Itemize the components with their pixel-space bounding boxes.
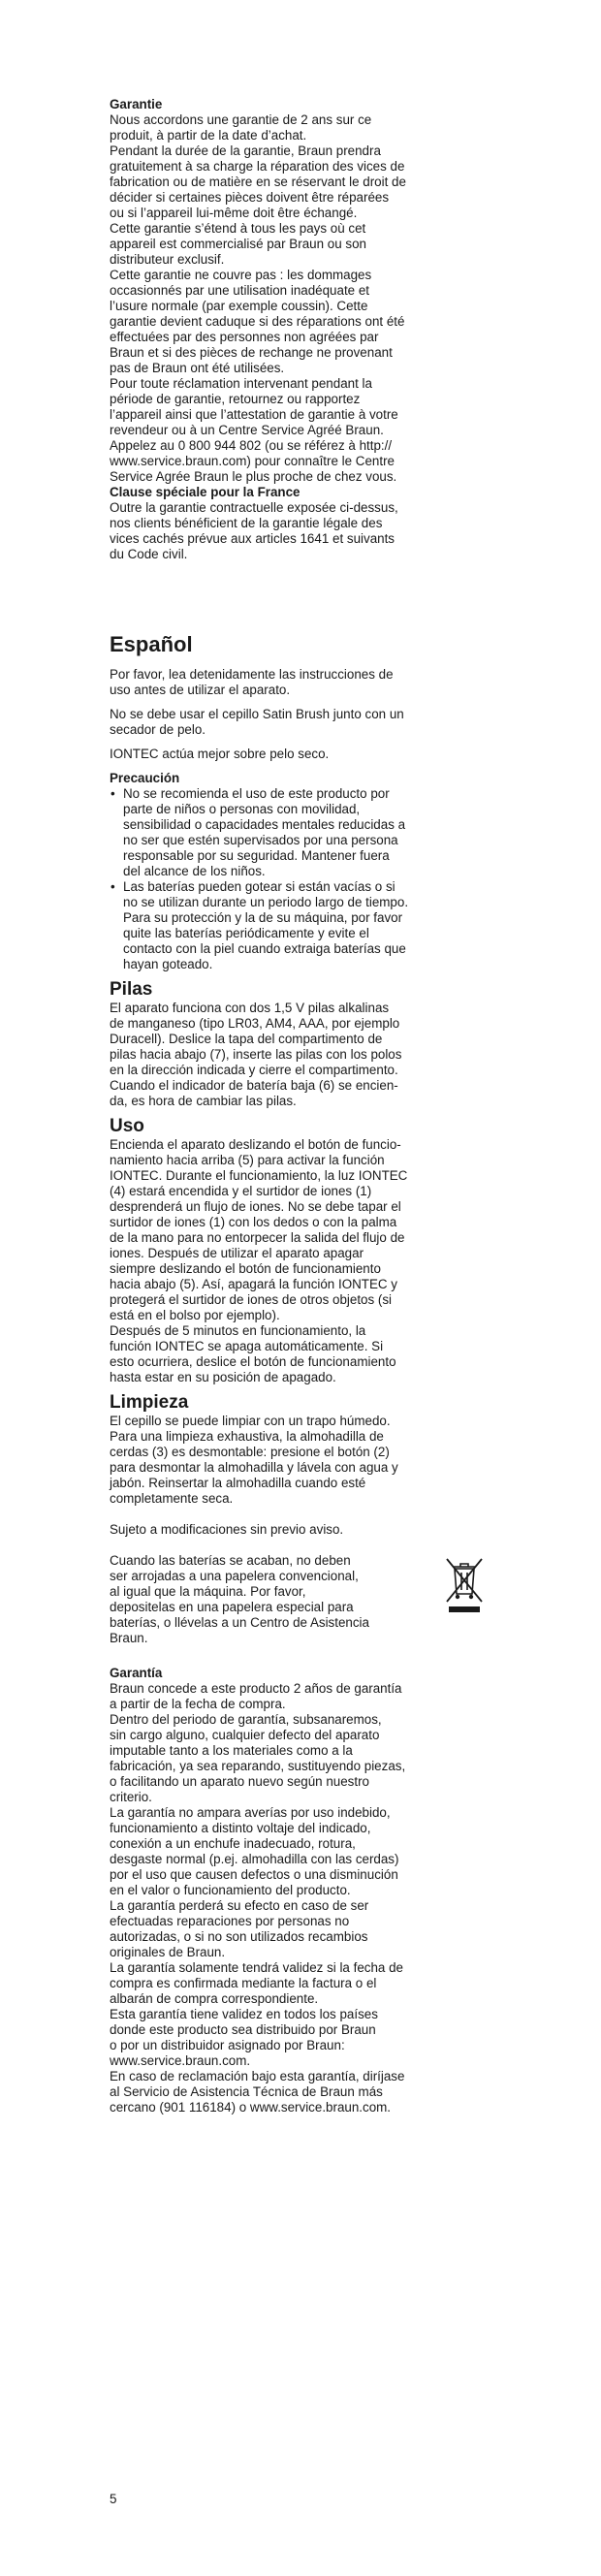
text-line: www.service.braun.com.	[110, 2053, 251, 2068]
text-line: en la dirección indicada y cierre el compartimento.	[110, 1063, 398, 1077]
es-limpieza-text	[110, 1414, 497, 1507]
text-line: baterías, o llévelas a un Centro de Asistencia	[110, 1615, 369, 1630]
text-line: completamente seca.	[110, 1491, 234, 1506]
text-line: en el valor o funcionamiento del producto.	[110, 1883, 351, 1897]
text-line: albarán de compra correspondiente.	[110, 1991, 319, 2006]
es-precaution-heading: Precaución	[110, 771, 180, 785]
text-line: no se utilizan durante un periodo largo de tiempo.	[123, 895, 409, 909]
es-precaution-item-2	[110, 879, 497, 972]
es-garantia-heading: Garantía	[110, 1666, 163, 1680]
text-line: l’usure normale (par exemple coussin). Cette	[110, 299, 368, 313]
text-line: función IONTEC se apaga automáticamente. Si	[110, 1339, 384, 1353]
text-line: La garantía solamente tendrá validez si la fecha de	[110, 1960, 403, 1975]
text-line: sin cargo alguno, cualquier defecto del aparato	[110, 1728, 380, 1742]
text-line: compra es confirmada mediante la factura o el	[110, 1976, 377, 1990]
text-line: vices cachés prévue aux articles 1641 et suivants	[110, 531, 395, 546]
text-line: (4) estará encendida y el surtidor de iones (1)	[110, 1184, 372, 1198]
text-line: está en el bolso por ejemplo).	[110, 1308, 280, 1322]
text-line: nos clients bénéficient de la garantie légale des	[110, 516, 383, 530]
text-line: ou si l’appareil lui-même doit être échangé.	[110, 206, 358, 220]
text-line: secador de pelo.	[110, 722, 206, 737]
text-line: Cuando el indicador de batería baja (6) se encien-	[110, 1078, 398, 1093]
manual-page	[110, 97, 497, 2115]
es-notice-text	[110, 1522, 497, 1538]
text-line: autorizadas, o si no son utilizados recambios	[110, 1929, 368, 1944]
text-line: No se debe usar el cepillo Satin Brush junto con un	[110, 707, 404, 721]
text-line: de manganeso (tipo LR03, AM4, AAA, por ejemplo	[110, 1016, 400, 1031]
text-line: desgaste normal (p.ej. almohadilla con las cerdas)	[110, 1852, 399, 1866]
es-disposal-text	[110, 1553, 434, 1646]
text-line: Braun concede a este producto 2 años de garantía	[110, 1681, 402, 1696]
text-line: • No se recomienda el uso de este producto por	[123, 786, 390, 801]
text-line: Nous accordons une garantie de 2 ans sur ce	[110, 112, 372, 127]
text-line: conexión a un enchufe inadecuado, rotura,	[110, 1836, 356, 1851]
text-line: El cepillo se puede limpiar con un trapo húmedo.	[110, 1414, 391, 1428]
es-intro-3	[110, 747, 497, 762]
text-line: o facilitando un aparato nuevo según nuestro	[110, 1774, 370, 1789]
text-line: hacia abajo (5). Así, apagará la función IONTEC y	[110, 1277, 397, 1291]
es-intro-2	[110, 707, 497, 738]
text-line: pas de Braun ont été utilisées.	[110, 361, 285, 375]
text-line: al igual que la máquina. Por favor,	[110, 1584, 306, 1599]
es-disposal-block	[110, 1553, 497, 1646]
text-line: La garantía perderá su efecto en caso de ser	[110, 1898, 369, 1913]
text-line: Cette garantie ne couvre pas : les dommages	[110, 268, 372, 282]
text-line: Sujeto a modificaciones sin previo aviso.	[110, 1522, 344, 1537]
text-line: Para una limpieza exhaustiva, la almohadilla de	[110, 1429, 384, 1444]
es-uso-heading: Uso	[110, 1116, 144, 1136]
text-line: uso antes de utilizar el aparato.	[110, 683, 291, 697]
text-line: décider si certaines pièces doivent être réparées	[110, 190, 390, 205]
text-line: gratuitement à sa charge la réparation des vices de	[110, 159, 405, 174]
text-line: En caso de reclamación bajo esta garantía, diríjase	[110, 2069, 405, 2083]
es-precaution-item-1	[110, 786, 497, 879]
text-line: Pour toute réclamation intervenant pendant la	[110, 376, 372, 391]
text-line: IONTEC. Durante el funcionamiento, la luz IONTEC	[110, 1168, 408, 1183]
text-line: effectuées par des personnes non agréées par	[110, 330, 379, 344]
text-line: Después de 5 minutos en funcionamiento, la	[110, 1323, 366, 1338]
text-line: a partir de la fecha de compra.	[110, 1697, 286, 1711]
text-line: IONTEC actúa mejor sobre pelo seco.	[110, 747, 330, 761]
text-line: protegerá el surtidor de iones de otros objetos (si	[110, 1292, 393, 1307]
text-line: Braun et si des pièces de rechange ne provenant	[110, 345, 393, 360]
fr-warranty-heading: Garantie	[110, 97, 163, 111]
text-line: Para su protección y la de su máquina, por favor	[123, 910, 403, 925]
text-line: cerdas (3) es desmontable: presione el botón (2)	[110, 1445, 390, 1459]
text-line: produit, à partir de la date d’achat.	[110, 128, 307, 143]
text-line: l’appareil ainsi que l’attestation de garantie à votre	[110, 407, 398, 422]
text-line: efectuadas reparaciones por personas no	[110, 1914, 350, 1928]
text-line: garantie devient caduque si des réparations ont été	[110, 314, 405, 329]
es-uso-text	[110, 1137, 497, 1385]
text-line: Outre la garantie contractuelle exposée ci-dessus,	[110, 500, 398, 515]
text-line: siempre deslizando el botón de funcionamiento	[110, 1261, 381, 1276]
text-line: distributeur exclusif.	[110, 252, 225, 267]
text-line: originales de Braun.	[110, 1945, 226, 1959]
fr-special-clause-heading: Clause spéciale pour la France	[110, 485, 300, 499]
text-line: Encienda el aparato deslizando el botón de funcio-	[110, 1137, 401, 1152]
text-line: Pendant la durée de la garantie, Braun prendra	[110, 143, 381, 158]
page-number: 5	[110, 2492, 117, 2506]
es-pilas-text	[110, 1001, 497, 1109]
text-line: Appelez au 0 800 944 802 (ou se référez à http://	[110, 438, 393, 453]
text-line: période de garantie, retournez ou rapportez	[110, 392, 361, 406]
text-line: Cette garantie s’étend à tous les pays où cet	[110, 221, 366, 236]
crossed-out-wheelie-bin-icon	[443, 1555, 486, 1615]
text-line: sensibilidad o capacidades mentales reducidas a	[123, 817, 406, 832]
text-line: donde este producto sea distribuido por Braun	[110, 2022, 376, 2037]
text-line: para desmontar la almohadilla y lávela con agua y	[110, 1460, 398, 1475]
text-line: Por favor, lea detenidamente las instrucciones de	[110, 667, 394, 682]
text-line: surtidor de iones (1) con los dedos o con la palma	[110, 1215, 397, 1229]
text-line: revendeur ou à un Centre Service Agréé Braun.	[110, 423, 384, 437]
text-line: del alcance de los niños.	[123, 864, 266, 878]
es-limpieza-heading: Limpieza	[110, 1392, 189, 1413]
text-line: cercano (901 116184) o www.service.braun.com.	[110, 2100, 392, 2115]
text-line: por el uso que causen defectos o una disminución	[110, 1867, 398, 1882]
fr-warranty-text	[110, 112, 497, 485]
es-title: Español	[110, 632, 193, 656]
text-line: parte de niños o personas con movilidad,	[123, 802, 361, 816]
text-line: Cuando las baterías se acaban, no deben	[110, 1553, 351, 1568]
text-line: du Code civil.	[110, 547, 188, 561]
text-line: www.service.braun.com) pour connaître le Centre	[110, 454, 395, 468]
text-line: esto ocurriera, deslice el botón de funcionamiento	[110, 1354, 396, 1369]
text-line: jabón. Reinsertar la almohadilla cuando esté	[110, 1476, 366, 1490]
es-intro-1	[110, 667, 497, 698]
text-line: imputable tanto a los materiales como a la	[110, 1743, 353, 1758]
text-line: iones. Después de utilizar el aparato apagar	[110, 1246, 364, 1260]
text-line: contacto con la piel cuando extraiga baterías que	[123, 941, 406, 956]
text-line: occasionnés par une utilisation inadéquate et	[110, 283, 370, 298]
text-line: Dentro del periodo de garantía, subsanaremos,	[110, 1712, 382, 1727]
text-line: fabricación, ya sea reparando, sustituyendo piezas,	[110, 1759, 406, 1773]
es-garantia-text	[110, 1681, 497, 2115]
text-line: namiento hacia arriba (5) para activar la función	[110, 1153, 385, 1167]
text-line: desprenderá un flujo de iones. No se debe tapar el	[110, 1199, 401, 1214]
es-pilas-heading: Pilas	[110, 979, 153, 1000]
text-line: no ser que estén supervisados por una persona	[123, 833, 398, 847]
text-line: al Servicio de Asistencia Técnica de Braun más	[110, 2084, 383, 2099]
text-line: criterio.	[110, 1790, 152, 1804]
text-line: funcionamiento a distinto voltaje del indicado,	[110, 1821, 371, 1835]
text-line: hasta estar en su posición de apagado.	[110, 1370, 336, 1384]
text-line: Service Agrée Braun le plus proche de chez vous.	[110, 469, 397, 484]
text-line: Duracell). Deslice la tapa del compartimento de	[110, 1032, 383, 1046]
text-line: pilas hacia abajo (7), inserte las pilas con los polos	[110, 1047, 402, 1062]
text-line: fabrication ou de matière en se réservant le droit de	[110, 175, 406, 189]
text-line: appareil est commercialisé par Braun ou son	[110, 237, 366, 251]
text-line: de la mano para no entorpecer la salida del flujo de	[110, 1230, 405, 1245]
text-line: • Las baterías pueden gotear si están vacías o si	[123, 879, 395, 894]
text-line: hayan goteado.	[123, 957, 213, 971]
text-line: responsable por su seguridad. Mantener fuera	[123, 848, 390, 863]
text-line: Esta garantía tiene validez en todos los países	[110, 2007, 378, 2021]
fr-special-clause-text	[110, 500, 497, 562]
text-line: da, es hora de cambiar las pilas.	[110, 1094, 297, 1108]
text-line: o por un distribuidor asignado por Braun:	[110, 2038, 345, 2052]
text-line: depositelas en una papelera especial para	[110, 1600, 354, 1614]
text-line: quite las baterías periódicamente y evite el	[123, 926, 369, 940]
es-precaution-list	[110, 786, 497, 972]
text-line: El aparato funciona con dos 1,5 V pilas alkalinas	[110, 1001, 390, 1015]
text-line: La garantía no ampara averías por uso indebido,	[110, 1805, 391, 1820]
text-line: Braun.	[110, 1631, 148, 1645]
text-line: ser arrojadas a una papelera convencional,	[110, 1569, 359, 1583]
fr-warranty-section	[110, 97, 497, 562]
